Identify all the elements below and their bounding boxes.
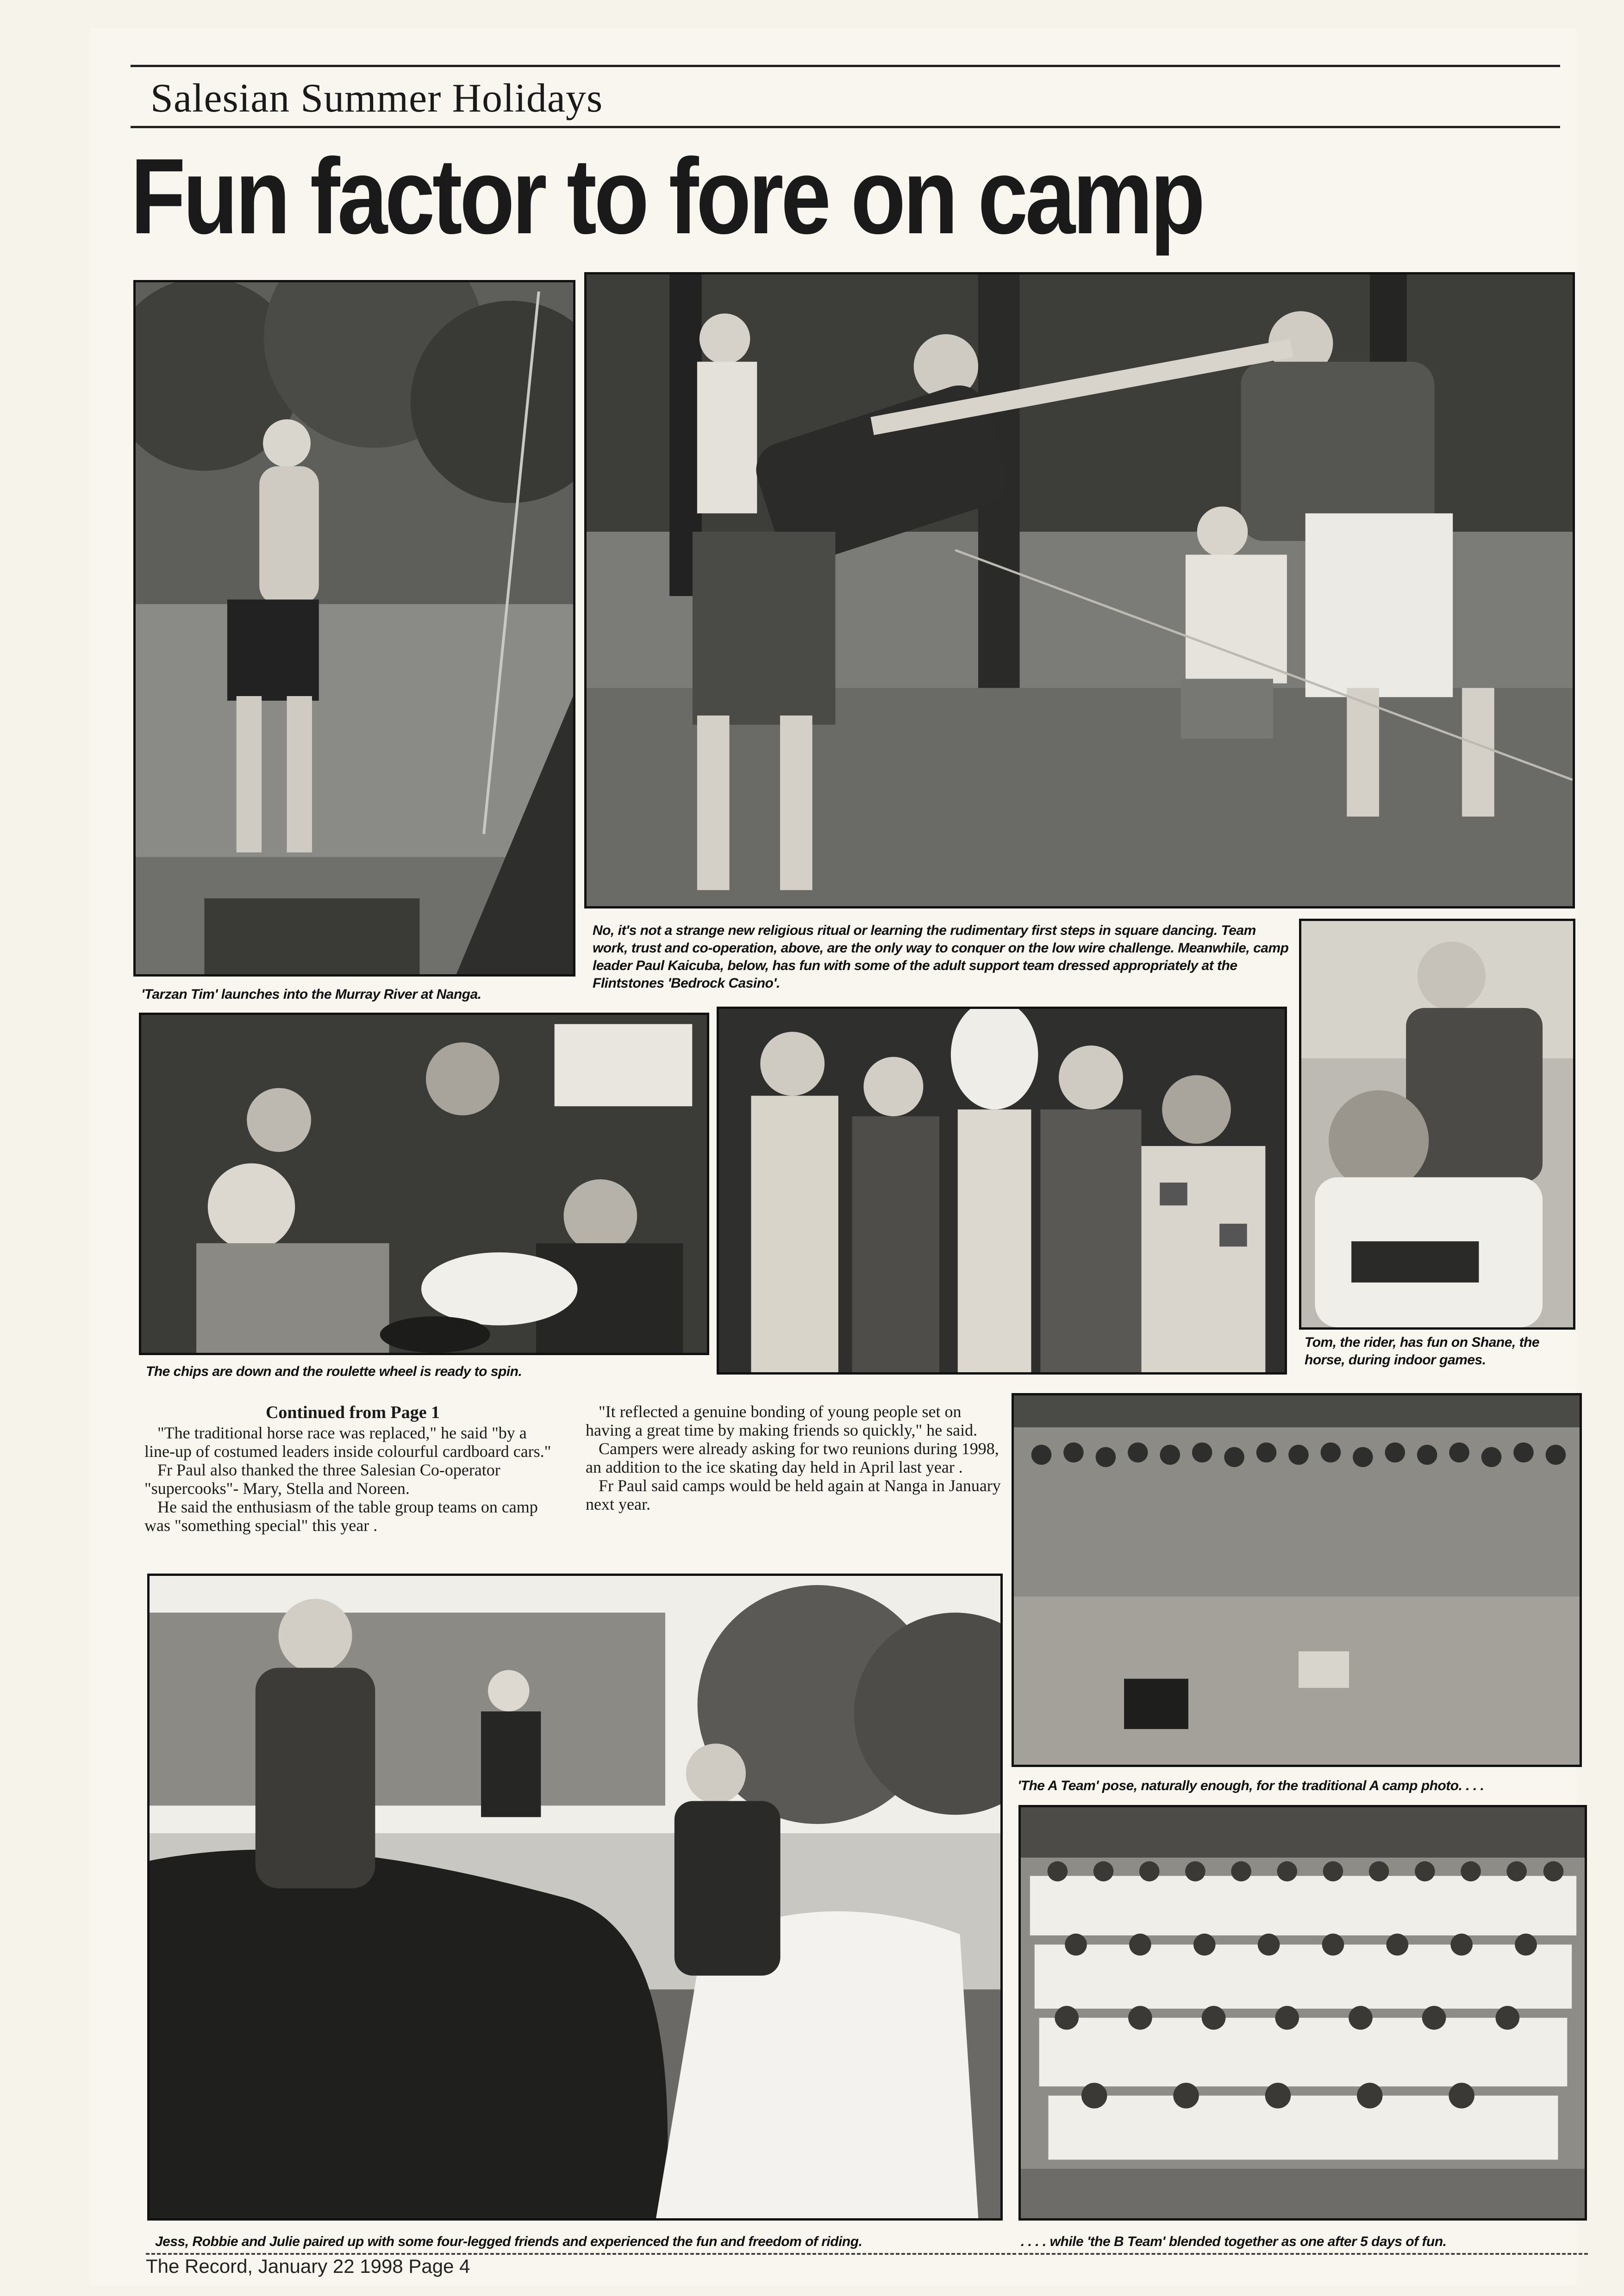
article-paragraph: "It reflected a genuine bonding of young people set on having a great time by making friends so quickly," he said.: [586, 1402, 978, 1439]
photo-a-team: [1012, 1393, 1582, 1767]
photo-low-wire-challenge: [584, 272, 1575, 908]
caption-horse-riding: Jess, Robbie and Julie paired up with some four-legged friends and experienced the fun and freedom of riding.: [155, 2234, 862, 2249]
top-rule: [131, 65, 1560, 67]
photo-tarzan-tim: [133, 280, 575, 977]
article-paragraph: Fr Paul said camps would be held again at Nanga in January next year.: [586, 1476, 1001, 1513]
caption-b-team: . . . . while 'the B Team' blended together as one after 5 days of fun.: [1021, 2234, 1447, 2249]
trim-line: [1018, 2253, 1588, 2255]
header-rule: [131, 126, 1560, 128]
article-paragraph: Fr Paul also thanked the three Salesian Co-operator "supercooks"- Mary, Stella and Noreen.: [144, 1461, 500, 1498]
section-title: Salesian Summer Holidays: [150, 76, 603, 121]
article-column-2: [586, 1402, 1002, 1513]
article-paragraph: He said the enthusiasm of the table group teams on camp was "something special" this year .: [144, 1498, 538, 1535]
headline: Fun factor to fore on camp: [131, 137, 1203, 256]
photo-horse-riding: [147, 1574, 1003, 2221]
caption-low-wire-challenge: No, it's not a strange new religious ritual or learning the rudimentary first steps in square dancing. Team work, trust and co-operation, above, are the only way to conquer on the low wire challenge. Meanwhile, camp leader Paul Kaicuba, below, has fun with some of the adult support team dressed appropriately at the Flintstones 'Bedrock Casino'.: [593, 923, 1289, 991]
photo-roulette: [139, 1013, 709, 1355]
continued-from-heading: Continued from Page 1: [265, 1403, 440, 1422]
article-column-1: [144, 1402, 561, 1535]
photo-b-team: [1018, 1805, 1587, 2221]
caption-a-team: 'The A Team' pose, naturally enough, for the traditional A camp photo. . . .: [1018, 1778, 1484, 1793]
caption-roulette: The chips are down and the roulette wheel is ready to spin.: [146, 1364, 522, 1379]
caption-tarzan-tim: 'Tarzan Tim' launches into the Murray River at Nanga.: [141, 987, 481, 1002]
photo-flintstones-casino: [717, 1007, 1287, 1375]
caption-horse-game: Tom, the rider, has fun on Shane, the horse, during indoor games.: [1305, 1335, 1540, 1368]
article-paragraph: Campers were already asking for two reunions during 1998, an addition to the ice skating day held in April last year .: [586, 1439, 999, 1476]
article-paragraph: "The traditional horse race was replaced," he said "by a line-up of costumed leaders inside colourful cardboard cars.": [144, 1424, 551, 1461]
page-folio: The Record, January 22 1998 Page 4: [146, 2255, 470, 2277]
photo-horse-game: [1299, 919, 1575, 1330]
